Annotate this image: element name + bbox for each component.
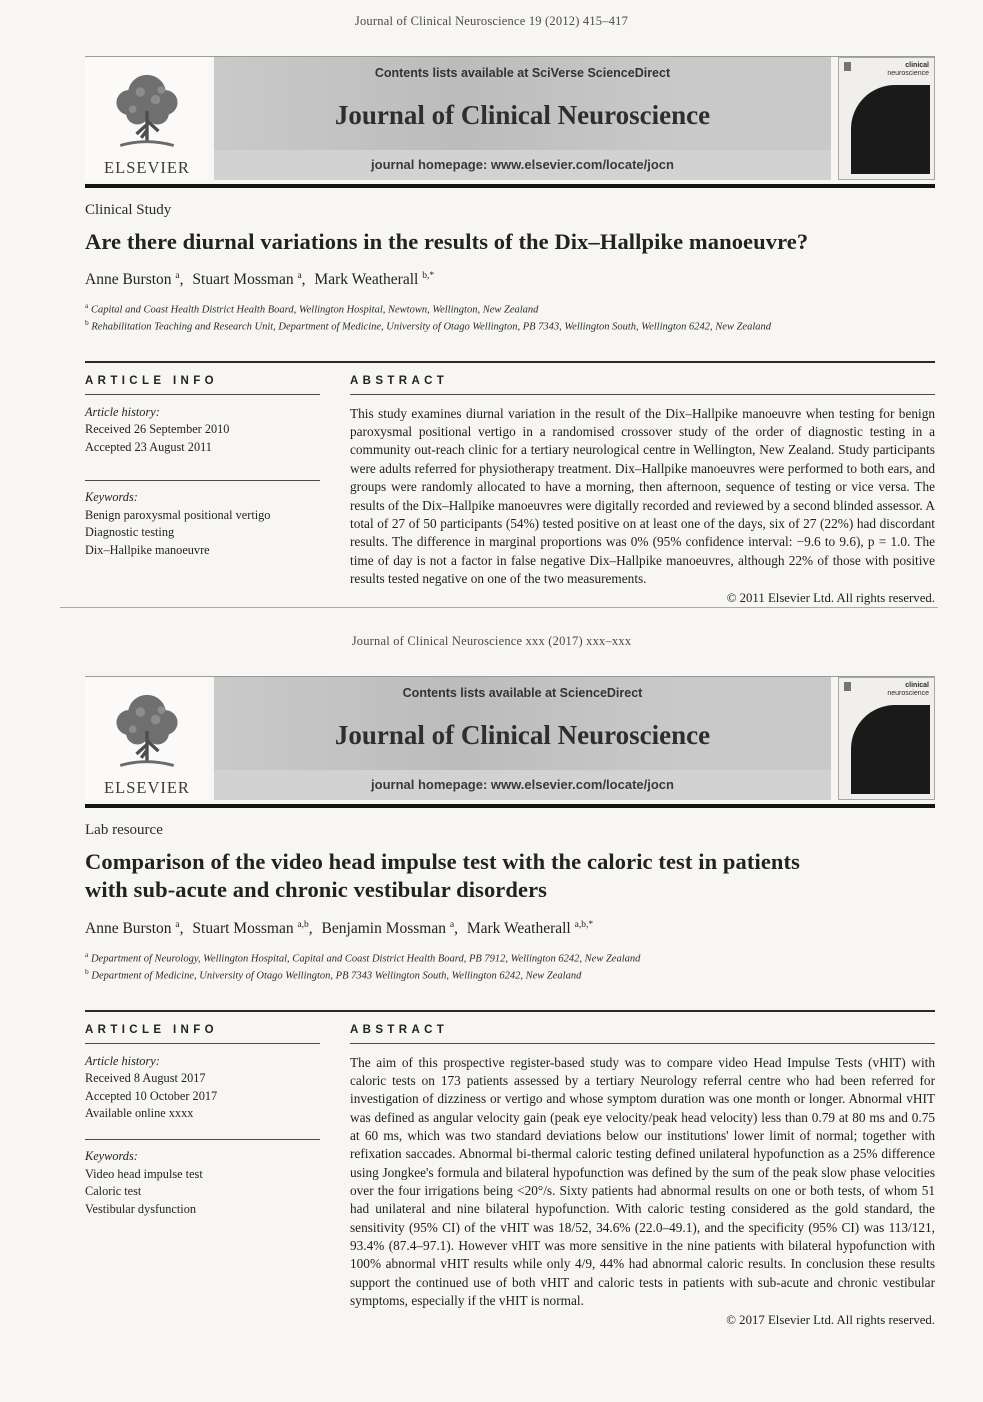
article-info-column: [85, 363, 350, 606]
author-list: [85, 920, 935, 938]
journal-banner: [85, 56, 935, 180]
affiliation-list: [85, 301, 935, 334]
article-info-abstract-block: [85, 361, 935, 606]
affiliation: $^a$ Department of Neurology, Wellington Hospital, Capital and Coast District Health Board, PB 7912, Wellington 6242, New Zealand: [85, 950, 641, 965]
copyright-line: © 2011 Elsevier Ltd. All rights reserved.: [726, 591, 935, 606]
cover-title: clinical neuroscience: [887, 682, 929, 697]
contents-lists-line: Contents lists available at ScienceDirect: [402, 686, 643, 700]
publisher-logo-block: [85, 677, 209, 800]
keyword: Benign paroxysmal positional vertigo: [85, 507, 271, 522]
author: Stuart Mossman $^a$,: [192, 271, 306, 289]
journal-banner: [85, 676, 935, 800]
cover-mark-icon: [844, 682, 851, 691]
elsevier-tree-logo: [108, 691, 186, 775]
scan-page-edge: [60, 607, 938, 608]
article-history-label: Article history:: [85, 1053, 160, 1068]
journal-cover-thumbnail: [838, 677, 935, 800]
elsevier-tree-logo: [108, 71, 186, 155]
abstract-heading: ABSTRACT: [350, 1012, 935, 1044]
article-title: Are there diurnal variations in the results of the Dix–Hallpike manoeuvre?: [85, 228, 809, 254]
article-type-label: Clinical Study: [85, 201, 172, 218]
history-available-online: Available online xxxx: [85, 1105, 194, 1120]
article-info-heading: ARTICLE INFO: [85, 363, 320, 395]
contents-lists-line: Contents lists available at SciVerse ScienceDirect: [374, 66, 671, 80]
cover-title: clinical neuroscience: [887, 62, 929, 77]
keyword: Video head impulse test: [85, 1166, 203, 1181]
author: Anne Burston $^a$,: [85, 920, 184, 938]
journal-cover-thumbnail: [838, 57, 935, 180]
abstract-text: This study examines diurnal variation in the result of the Dix–Hallpike manoeuvre when testing for benign paroxysmal positional vertigo in a randomised crossover study of the order of diagnostic testing in a community out-reach clinic for a tertiary neurological centre in Wellington, New Zealand. Study participants were adults referred for physiotherapy treatment. Dix–Hallpike manoeuvres were performed to both ears, and groups were randomly allocated to have a morning, then afternoon, sequence of testing or vice versa. The results of the Dix–Hallpike manoeuvres were digitally recorded and reviewed by a second blinded assessor. A total of 27 of 50 participants (54%) tested positive on at least one of the days, six of 27 (22%) had discordant results. The difference in marginal proportions was 0% (95% confidence interval: −9.6 to 9.6), p = 1.0. The time of day is not a factor in false negative Dix–Hallpike manoeuvres, although 22% of those with positive results tested negative on one of the two measurements.: [350, 405, 935, 586]
affiliation: $^b$ Department of Medicine, University of Otago Wellington, PB 7343 Wellington South, Wellington 6242, New Zealand: [85, 966, 582, 982]
keyword: Diagnostic testing: [85, 525, 175, 540]
abstract-text: The aim of this prospective register-based study was to compare video Head Impulse Tests (vHIT) with caloric tests on 173 patients assessed by a tertiary Neurology referral centre who had been referred for investigation of dizziness or vertigo and whose symptom duration was one month or longer. Abnormal vHIT was defined as angular velocity gain (peak eye velocity/peak head velocity) less than 0.79 at 80 ms and 0.75 at 60 ms, which was two standard deviations below our institutions' lower limit of normal; together with refixation saccades. Abnormal bi-thermal caloric testing defined unilateral hypofunction as a 25% difference using Jongkee's formula and bilateral hypofunction was defined by the sum of the peak slow phase velocities over the four irrigations being <20°/s. Sixty patients had abnormal results on one or both tests, of whom 51 had unilateral and nine bilateral hypofunction. With caloric testing considered as the gold standard, the sensitivity (95% CI) of the vHIT was 18/52, 34.6% (22.0–49.1), and the specificity (95% CI) was 113/121, 93.4% (87.4–97.1). However vHIT was more sensitive in the nine patients with bilateral hypofunction with 100% abnormal vHIT results while only 4/9, 44% had abnormal caloric results. In conclusion these results support the continued use of both vHIT and caloric tests in patients with sub-acute and chronic vestibular symptoms, especially if the vHIT is normal.: [350, 1054, 935, 1309]
keywords-group: [85, 1139, 320, 1218]
article-history-label: Article history:: [85, 404, 160, 419]
affiliation: $^b$ Rehabilitation Teaching and Research Unit, Department of Medicine, University of Otago Wellington, PB 7343, Wellington South, Wellington 6242, New Zealand: [85, 318, 771, 333]
keywords-group: [85, 480, 320, 559]
journal-citation: Journal of Clinical Neuroscience 19 (2012) 415–417: [354, 14, 629, 28]
abstract-column: [350, 363, 935, 606]
keyword: Caloric test: [85, 1184, 142, 1199]
journal-title: Journal of Clinical Neuroscience: [334, 719, 711, 750]
history-received: Received 26 September 2010: [85, 422, 230, 437]
copyright-line: © 2017 Elsevier Ltd. All rights reserved.: [726, 1313, 935, 1328]
paper-1: [0, 0, 983, 608]
article-info-column: [85, 1012, 350, 1329]
history-accepted: Accepted 23 August 2011: [85, 439, 212, 454]
author: Anne Burston $^a$,: [85, 271, 184, 289]
divider-thick: [85, 804, 935, 808]
article-info-abstract-block: [85, 1010, 935, 1329]
history-accepted: Accepted 10 October 2017: [85, 1088, 218, 1103]
article-info-heading: ARTICLE INFO: [85, 1012, 320, 1044]
author: Mark Weatherall $^{b,*}$: [314, 271, 435, 289]
author: Benjamin Mossman $^a$,: [321, 920, 458, 938]
affiliation-list: [85, 950, 935, 983]
publisher-name: ELSEVIER: [104, 158, 190, 177]
banner-center: [214, 57, 831, 180]
journal-title: Journal of Clinical Neuroscience: [334, 99, 711, 130]
author-list: [85, 271, 935, 289]
article-type-label: Lab resource: [85, 821, 163, 838]
cover-mark-icon: [844, 62, 851, 71]
cover-artwork: [851, 85, 930, 174]
history-received: Received 8 August 2017: [85, 1071, 206, 1086]
publisher-name: ELSEVIER: [104, 778, 190, 797]
journal-homepage-url: journal homepage: www.elsevier.com/locate/jocn: [214, 150, 831, 180]
paper-2: [0, 610, 983, 1402]
publisher-logo-block: [85, 57, 209, 180]
author: Mark Weatherall $^{a,b,*}$: [466, 920, 594, 938]
abstract-column: [350, 1012, 935, 1329]
keyword: Dix–Hallpike manoeuvre: [85, 542, 210, 557]
keywords-label: Keywords:: [85, 1149, 138, 1164]
affiliation: $^a$ Capital and Coast Health District Health Board, Wellington Hospital, Newtown, Wellington, New Zealand: [85, 301, 539, 316]
keyword: Vestibular dysfunction: [85, 1201, 196, 1216]
journal-citation: Journal of Clinical Neuroscience xxx (2017) xxx–xxx: [351, 634, 632, 648]
article-title: Comparison of the video head impulse test with the caloric test in patients with sub-acute and chronic vestibular disorders: [85, 848, 800, 903]
keywords-label: Keywords:: [85, 490, 138, 505]
cover-artwork: [851, 705, 930, 794]
abstract-heading: ABSTRACT: [350, 363, 935, 395]
author: Stuart Mossman $^{a,b}$,: [192, 920, 313, 938]
journal-homepage-url: journal homepage: www.elsevier.com/locate/jocn: [214, 770, 831, 800]
banner-center: [214, 677, 831, 800]
divider-thick: [85, 184, 935, 188]
